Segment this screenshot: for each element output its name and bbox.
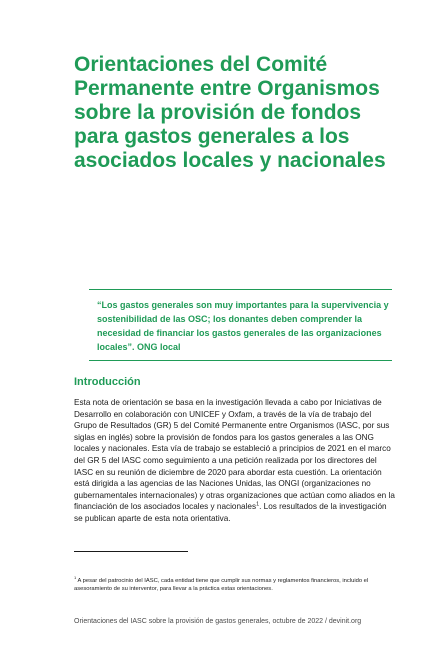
footnote-reference[interactable]: 1 <box>256 501 260 508</box>
footnote-marker: 1 <box>74 575 77 581</box>
quote-body: “Los gastos generales son muy importantes para la supervivencia y sostenibilidad de las OSC; los donantes deben comprender la necesidad de financiar los gastos generales de las organizaciones locales”. <box>97 300 389 352</box>
footnote-text: A pesar del patrocinio del IASC, cada entidad tiene que cumplir sus normas y reglamentos financieros, incluido el asesoramiento de su interventor, para llevar a la práctica estas orientaciones. <box>74 578 369 592</box>
pull-quote <box>89 289 392 361</box>
footnote <box>74 577 396 593</box>
quote-source: ONG local <box>137 342 181 352</box>
intro-body-end: . Los resultados de la investigación se publican aparte de esta nota orientativa. <box>74 502 387 523</box>
intro-paragraph <box>74 397 396 525</box>
pull-quote-text <box>97 298 392 354</box>
document-title: Orientaciones del Comité Permanente entre Organismos sobre la provisión de fondos para gastos generales a los asociados locales y nacionales <box>74 53 386 172</box>
section-heading-introduccion: Introducción <box>74 376 141 388</box>
intro-body: Esta nota de orientación se basa en la investigación llevada a cabo por Iniciativas de Desarrollo en colaboración con UNICEF y Oxfam, a través de la vía de trabajo del Grupo de Resultados (GR) 5 del Comité Permanente entre Organismos (IASC, por sus siglas en inglés) sobre la provisión de fondos para los gastos generales a las ONG locales y nacionales. Esta vía de trabajo se estableció a principios de 2021 en el marco del GR 5 del IASC como seguimiento a una petición realizada por los directores del IASC en su reunión de diciembre de 2020 para abordar esta cuestión. La orientación está dirigida a las agencias de las Naciones Unidas, las ONGI (organizaciones no gubernamentales internacionales) y otras organizaciones que actúan como aliados en la financiación de los asociados locales y nacionales <box>74 398 395 512</box>
page-footer: Orientaciones del IASC sobre la provisión de gastos generales, octubre de 2022 / devinit.org <box>74 618 362 625</box>
footnote-divider <box>74 551 188 552</box>
